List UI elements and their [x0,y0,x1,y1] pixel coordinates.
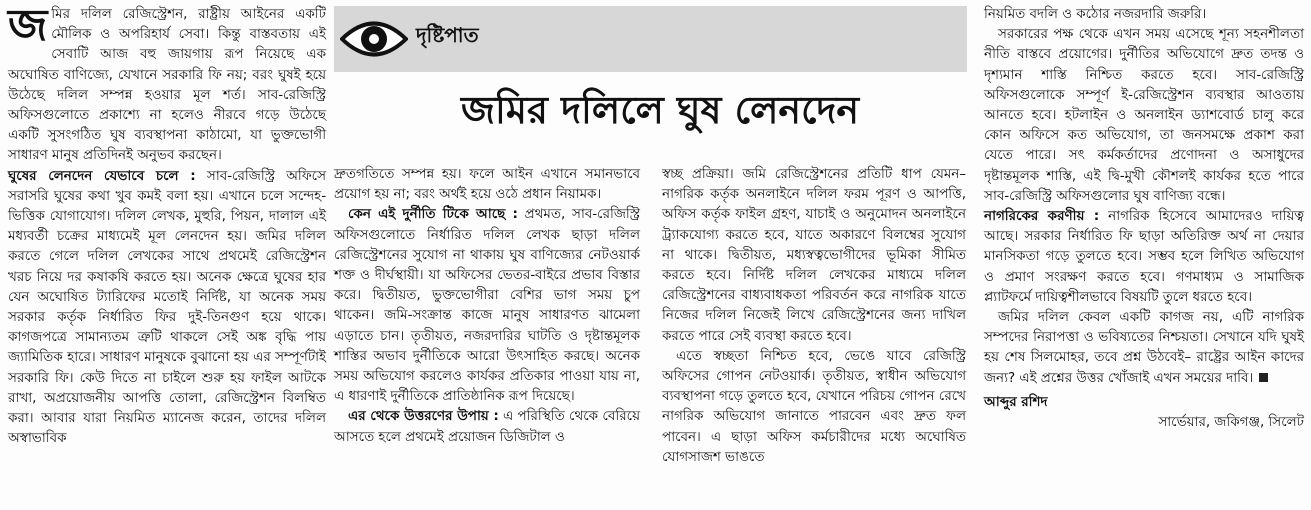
subheading: ঘুষের লেনদেন যেভাবে চলে : [8,167,196,184]
paragraph: এতে স্বচ্ছতা নিশ্চিত হবে, ভেঙে যাবে রেজিস্ট্রি অফিসের গোপন নেটওয়ার্ক। তৃতীয়ত, স্বাধীন অভিযোগ ব্যবস্থাপনা গড়ে তুলতে হবে, যেখানে পরিচয় গোপন রেখে নাগরিক অভিযোগ জানাতে পারবেন এবং দ্রুত ফল পাবেন। এ ছাড়া অফিস কর্মচারীদের মধ্যে অঘোষিত যোগসাজশ ভাঙতে [662,347,966,465]
square-icon [1259,373,1268,382]
column-4 [984,4,1304,432]
subheading: নাগরিকের করণীয় : [984,208,1100,225]
subheading: কেন এই দুর্নীতি টিকে আছে : [348,206,518,223]
paragraph-text: প্রথমত, সাব-রেজিস্ট্রি অফিসগুলোতে নির্ধারিত দলিল লেখক ছাড়া দলিল রেজিস্ট্রেশনের সুযোগ না থাকায় ঘুষ বাণিজ্যের নেটওয়ার্ক শক্ত ও দীর্ঘস্থায়ী। যা অফিসের ভেতর-বাইরে প্রভাব বিস্তার করে। দ্বিতীয়ত, ভুক্তভোগীরা বেশির ভাগ সময় চুপ থাকেন। জমি-সংক্রান্ত কাজে মানুষ সাধারণত ঝামেলা এড়াতে চান। তৃতীয়ত, নজরদারির ঘাটতি ও দৃষ্টান্তমূলক শাস্তির অভাব দুর্নীতিকে আরো উৎসাহিত করছে। অনেক সময় অভিযোগ করলেও কার্যকর প্রতিকার পাওয়া যায় না, এ ধারণাই দুর্নীতিকে প্রাতিষ্ঠানিক রূপ দিয়েছে। [334,206,640,405]
section-paragraph [8,166,326,449]
author-name: আব্দুর রশিদ [984,393,1048,410]
section-paragraph [334,406,640,446]
closing-paragraph [984,307,1304,388]
paragraph-text: সাব-রেজিস্ট্রি অফিসে সরাসরি ঘুষের কথা খুব কমই বলা হয়। এখানে চলে সন্দেহ-ভিত্তিক যোগাযোগ। দলিল লেখক, মুহুরি, পিয়ন, দালাল এই মধ্যবর্তী চক্রের মাধ্যমেই মূল লেনদেন হয়। জমির দলিল করতে গেলে দলিল লেখকের সাথে প্রথমেই রেজিস্ট্রেশন খরচ নিয়ে দর কষাকষি করতে হয়। অনেক ক্ষেত্রে ঘুষের হার যেন অঘোষিত ট্যারিফের মতোই নির্দিষ্ট, যা অনেক সময় সরকার কর্তৃক নির্ধারিত ফির দুই-তিনগুণ হয়ে থাকে। কাগজপত্রে সামান্যতম ত্রুটি থাকলে সেই অঙ্ক বৃদ্ধি পায় জ্যামিতিক হারে। সাধারণ মানুষকে বুঝানো হয় এর সম্পূর্ণটাই সরকারি ফি। কেউ দিতে না চাইলে শুরু হয় ফাইল আটকে রাখা, অপ্রয়োজনীয় আপত্তি তোলা, রেজিস্ট্রেশন বিলম্বিত করা। আবার যারা নিয়মিত ম্যানেজ করেন, তাদের দলিল অস্বাভাবিক [8,167,326,447]
paragraph-text: এ পরিস্থিতি থেকে বেরিয়ে আসতে হলে প্রথমেই প্রয়োজন ডিজিটাল ও [334,408,640,445]
column-3 [662,164,966,467]
paragraph-text: নাগরিক হিসেবে আমাদেরও দায়িত্ব আছে। সরকার নির্ধারিত ফি ছাড়া অতিরিক্ত অর্থ না দেয়ার মানসিকতা গড়ে তুলতে হবে। সম্ভব হলে লিখিত অভিযোগ ও প্রমাণ সংরক্ষণ করতে হবে। গণমাধ্যম ও সামাজিক প্ল্যাটফর্মে দায়িত্বশীলভাবে বিষয়টি তুলে ধরতে হবে। [984,208,1304,305]
eye-icon [340,14,408,64]
paragraph-text: জমির দলিল কেবল একটি কাগজ নয়, এটি নাগরিক সম্পদের নিরাপত্তা ও ভবিষ্যতের নিশ্চয়তা। সেখানে যদি ঘুষই হয় শেষ সিলমোহর, তবে প্রশ্ন উঠবেই– রাষ্ট্রের আইন কাদের জন্য? এই প্রশ্নের উত্তর খোঁজাই এখন সময়ের দাবি। [984,309,1304,386]
section-paragraph [334,204,640,406]
intro-text: মির দলিল রেজিস্ট্রেশন, রাষ্ট্রীয় আইনের একটি মৌলিক ও অপরিহার্য সেবা। কিন্তু বাস্তবতায় এই সেবাটি আজ বহু জায়গায় রূপ নিয়েছে এক অঘোষিত বাণিজ্যে, যেখানে সরকারি ফি নয়; বরং ঘুষই হয়ে উঠেছে দলিল সম্পন্ন হওয়ার মূল শর্ত। সাব-রেজিস্ট্রি অফিসগুলোতে প্রকাশ্যে না হলেও নীরবে গড়ে উঠেছে একটি সুসংগঠিত ঘুষ ব্যবস্থাপনা কাঠামো, যা ভুক্তভোগী সাধারণ মানুষ প্রতিদিনই অনুভব করছেন। [8,6,326,164]
intro-paragraph [8,0,326,166]
paragraph: নিয়মিত বদলি ও কঠোর নজরদারি জরুরি। [984,6,1207,22]
paragraph: দ্রুতগতিতে সম্পন্ন হয়। ফলে আইন এখানে সমানভাবে প্রয়োগ হয় না; বরং অর্থই হয়ে ওঠে প্রধান নিয়ামক। [334,166,640,203]
section-paragraph [984,206,1304,307]
author-address: সার্ভেয়ার, জকিগঞ্জ, সিলেট [1158,414,1304,431]
section-label: দৃষ্টিপাত [416,23,479,47]
subheading: এর থেকে উত্তরণের উপায় : [348,408,499,425]
headline: জমির দলিলে ঘুষ লেনদেন [460,88,860,132]
drop-cap: জ [8,0,48,51]
column-1 [8,0,326,448]
column-2 [334,164,640,447]
paragraph: সরকারের পক্ষ থেকে এখন সময় এসেছে শূন্য সহনশীলতা নীতি বাস্তবে প্রয়োগের। দুর্নীতির অভিযোগে দ্রুত তদন্ত ও দৃশ্যমান শাস্তি নিশ্চিত করতে হবে। সাব-রেজিস্ট্রি অফিসগুলোকে সম্পূর্ণ ই-রেজিস্ট্রেশন ব্যবস্থার আওতায় আনতে হবে। হটলাইন ও অনলাইন ড্যাশবোর্ড চালু করে কোন অফিসে কত অভিযোগ, তা জনসমক্ষে প্রকাশ করা যেতে পারে। সৎ কর্মকর্তাদের প্রণোদনা ও অসাধুদের দৃষ্টান্তমূলক শাস্তি, এই দ্বি-মুখী কৌশলই কার্যকর হতে পারে সাব-রেজিস্ট্রি অফিসগুলোর ঘুষ বাণিজ্য বন্ধে। [984,26,1304,204]
paragraph: স্বচ্ছ প্রক্রিয়া। জমি রেজিস্ট্রেশনের প্রতিটি ধাপ যেমন– নাগরিক কর্তৃক অনলাইনে দলিল ফরম পূরণ ও আপত্তি, অফিস কর্তৃক ফাইল গ্রহণ, যাচাই ও অনুমোদন অনলাইনে ট্র্যাকযোগ্য করতে হবে, যাতে অকারণে বিলম্বের সুযোগ না থাকে। দ্বিতীয়ত, মধ্যস্বত্বভোগীদের ভূমিকা সীমিত করতে হবে। নির্দিষ্ট দলিল লেখকের মাধ্যমে দলিল রেজিস্ট্রেশনের বাধ্যবাধকতা পরিবর্তন করে নাগরিক যাতে নিজের দলিল নিজেই লিখে রেজিস্ট্রেশনের জন্য দাখিল করতে পারে সেই ব্যবস্থা করতে হবে। [662,166,966,344]
